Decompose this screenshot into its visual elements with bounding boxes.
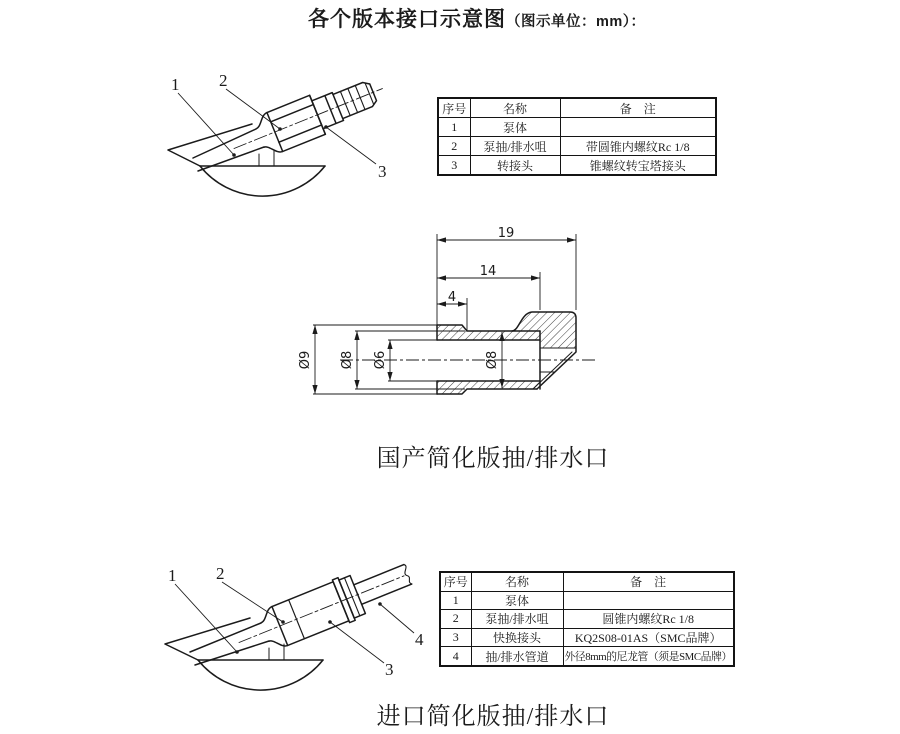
table-cell: 外径8mm的尼龙管（须是SMC品牌）	[563, 647, 734, 666]
table-cell: 1	[440, 591, 471, 610]
table-row	[440, 628, 734, 647]
table-row	[438, 118, 716, 137]
dim-dia-outer: Ø8	[340, 350, 355, 370]
table-cell: 泵体	[470, 118, 560, 137]
table-cell: 3	[440, 628, 471, 647]
callout-2: 2	[219, 71, 228, 90]
callout-4: 4	[415, 630, 424, 649]
table-header-cell: 序号	[438, 98, 470, 118]
callout-1: 1	[168, 566, 177, 585]
domestic-caption: 国产简化版抽/排水口	[376, 446, 610, 472]
dimension-drawing	[283, 226, 613, 421]
table-cell: KQ2S08-01AS（SMC品牌）	[563, 628, 734, 647]
fitting-outline	[226, 69, 390, 168]
imported-parts-table	[439, 571, 735, 667]
table-cell: 转接头	[470, 156, 560, 176]
page-title	[308, 3, 646, 33]
dim-dia-bore: Ø8	[485, 350, 500, 370]
domestic-parts-table	[437, 97, 717, 176]
table-cell	[563, 591, 734, 610]
table-cell	[560, 118, 716, 137]
table-header-cell: 备 注	[560, 98, 716, 118]
table-cell: 带圆锥内螺纹Rc 1/8	[560, 137, 716, 156]
imported-caption: 进口简化版抽/排水口	[376, 704, 610, 730]
callout-3: 3	[385, 660, 394, 679]
table-row	[438, 137, 716, 156]
table-row	[440, 647, 734, 666]
table-row	[438, 156, 716, 176]
table-header-cell: 名称	[471, 572, 563, 591]
table-cell: 2	[438, 137, 470, 156]
page-title-main: 各个版本接口示意图	[308, 8, 506, 31]
dim-length-body: 14	[479, 264, 497, 279]
callout-3: 3	[378, 162, 387, 181]
table-header-cell: 备 注	[563, 572, 734, 591]
table-cell: 2	[440, 610, 471, 629]
pump-body-outline	[168, 124, 325, 196]
table-header-row	[438, 98, 716, 118]
table-cell: 圆锥内螺纹Rc 1/8	[563, 610, 734, 629]
table-cell: 4	[440, 647, 471, 666]
table-cell: 1	[438, 118, 470, 137]
fitting-outline	[230, 552, 417, 663]
table-cell: 锥螺纹转宝塔接头	[560, 156, 716, 176]
dim-length-total: 19	[497, 226, 515, 241]
table-cell: 泵抽/排水咀	[470, 137, 560, 156]
table-header-row	[440, 572, 734, 591]
pump-body-outline	[165, 618, 323, 690]
table-header-cell: 名称	[470, 98, 560, 118]
table-header-cell: 序号	[440, 572, 471, 591]
table-cell: 抽/排水管道	[471, 647, 563, 666]
table-cell: 泵抽/排水咀	[471, 610, 563, 629]
table-row	[440, 610, 734, 629]
dim-dia-bore-small: Ø6	[373, 350, 388, 370]
dim-length-barb: 4	[447, 290, 457, 305]
callout-leader-lines	[175, 582, 414, 663]
imported-fitting-drawing	[150, 548, 450, 703]
table-cell: 泵体	[471, 591, 563, 610]
dim-dia-lip: Ø9	[298, 350, 313, 370]
table-cell: 3	[438, 156, 470, 176]
callout-1: 1	[171, 75, 180, 94]
callout-2: 2	[216, 564, 225, 583]
table-row	[440, 591, 734, 610]
domestic-fitting-drawing	[160, 58, 430, 208]
callout-leader-lines	[178, 89, 376, 164]
page-title-note: （图示单位：mm）：	[506, 14, 646, 30]
table-cell: 快换接头	[471, 628, 563, 647]
